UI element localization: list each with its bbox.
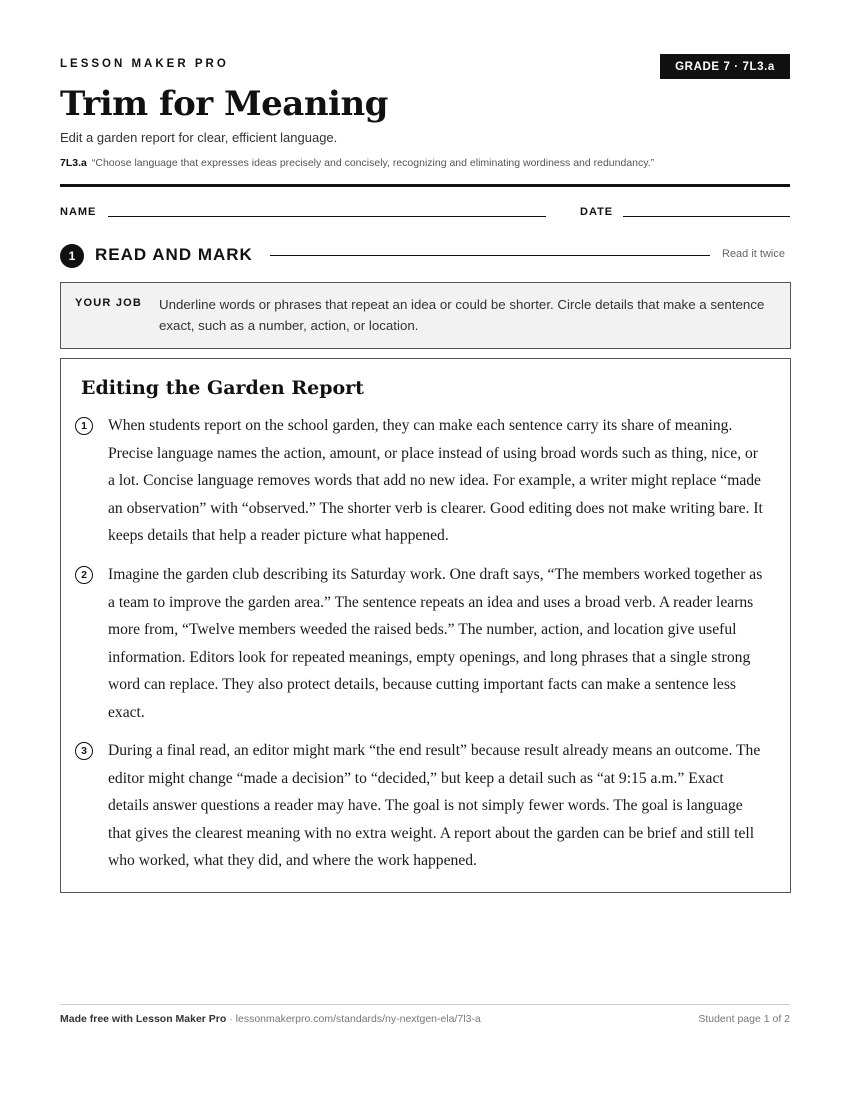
footer-divider xyxy=(60,1004,790,1005)
paragraph-number: 1 xyxy=(75,417,93,435)
date-label: DATE xyxy=(580,206,614,218)
name-field[interactable] xyxy=(108,216,546,217)
footer-url[interactable]: · lessonmakerpro.com/standards/ny-nextgen-ela/7l3-a xyxy=(226,1013,481,1025)
standard-code: 7L3.a xyxy=(60,157,87,169)
section-divider xyxy=(270,255,710,256)
brand-name: LESSON MAKER PRO xyxy=(60,58,229,70)
footer-page-number: Student page 1 of 2 xyxy=(698,1013,790,1025)
footer-credit xyxy=(60,1013,481,1025)
grade-badge: GRADE 7 · 7L3.a xyxy=(660,54,790,79)
page-subtitle: Edit a garden report for clear, efficient language. xyxy=(60,130,338,145)
section-title: READ AND MARK xyxy=(95,245,253,264)
header-divider xyxy=(60,184,790,187)
paragraph-number: 2 xyxy=(75,566,93,584)
instructions-text: Underline words or phrases that repeat an idea or could be shorter. Circle details that make a sentence exact, such as a number, action, or location. xyxy=(159,297,765,333)
paragraph-number: 3 xyxy=(75,742,93,760)
passage-title: Editing the Garden Report xyxy=(81,377,364,399)
paragraph-text: Imagine the garden club describing its Saturday work. One draft says, “The members worked together as a team to improve the garden area.” The sentence repeats an idea and uses a broad verb. A reader learns more from, “Twelve members weeded the raised beds.” The number, action, and location give useful information. Editors look for repeated meanings, empty openings, and long phrases that a single strong word can replace. They also protect details, because cutting important facts can make a sentence less exact. xyxy=(108,566,763,721)
page-title: Trim for Meaning xyxy=(60,84,388,124)
reading-passage xyxy=(60,358,791,893)
instructions-label: YOUR JOB xyxy=(75,297,143,309)
paragraph-text: When students report on the school garden, they can make each sentence carry its share of meaning. Precise language names the action, amount, or place instead of using broad words such as thing, nice, or a lot. Concise language removes words that add no new idea. For example, a writer might replace “made an observation” with “observed.” The shorter verb is clearer. Good editing does not make writing bare. It keeps details that help a reader picture what happened. xyxy=(108,417,763,544)
section-number-badge: 1 xyxy=(60,244,84,268)
standard-text: “Choose language that expresses ideas precisely and concisely, recognizing and eliminating wordiness and redundancy.” xyxy=(91,157,655,169)
instructions-box xyxy=(60,282,791,349)
name-label: NAME xyxy=(60,206,97,218)
date-field[interactable] xyxy=(623,216,790,217)
footer-made-with: Made free with Lesson Maker Pro xyxy=(60,1013,227,1025)
paragraph-text: During a final read, an editor might mark “the end result” because result already means an outcome. The editor might change “made a decision” to “decided,” but keep a detail such as “at 9:15 a.m.” Exact details answer questions a reader may have. The goal is not simply fewer words. The goal is language that gives the clearest meaning with no extra weight. A report about the garden can be brief and still tell who worked, what they did, and where the work happened. xyxy=(108,742,761,869)
section-note: Read it twice xyxy=(722,248,785,260)
standard-line xyxy=(60,157,654,169)
